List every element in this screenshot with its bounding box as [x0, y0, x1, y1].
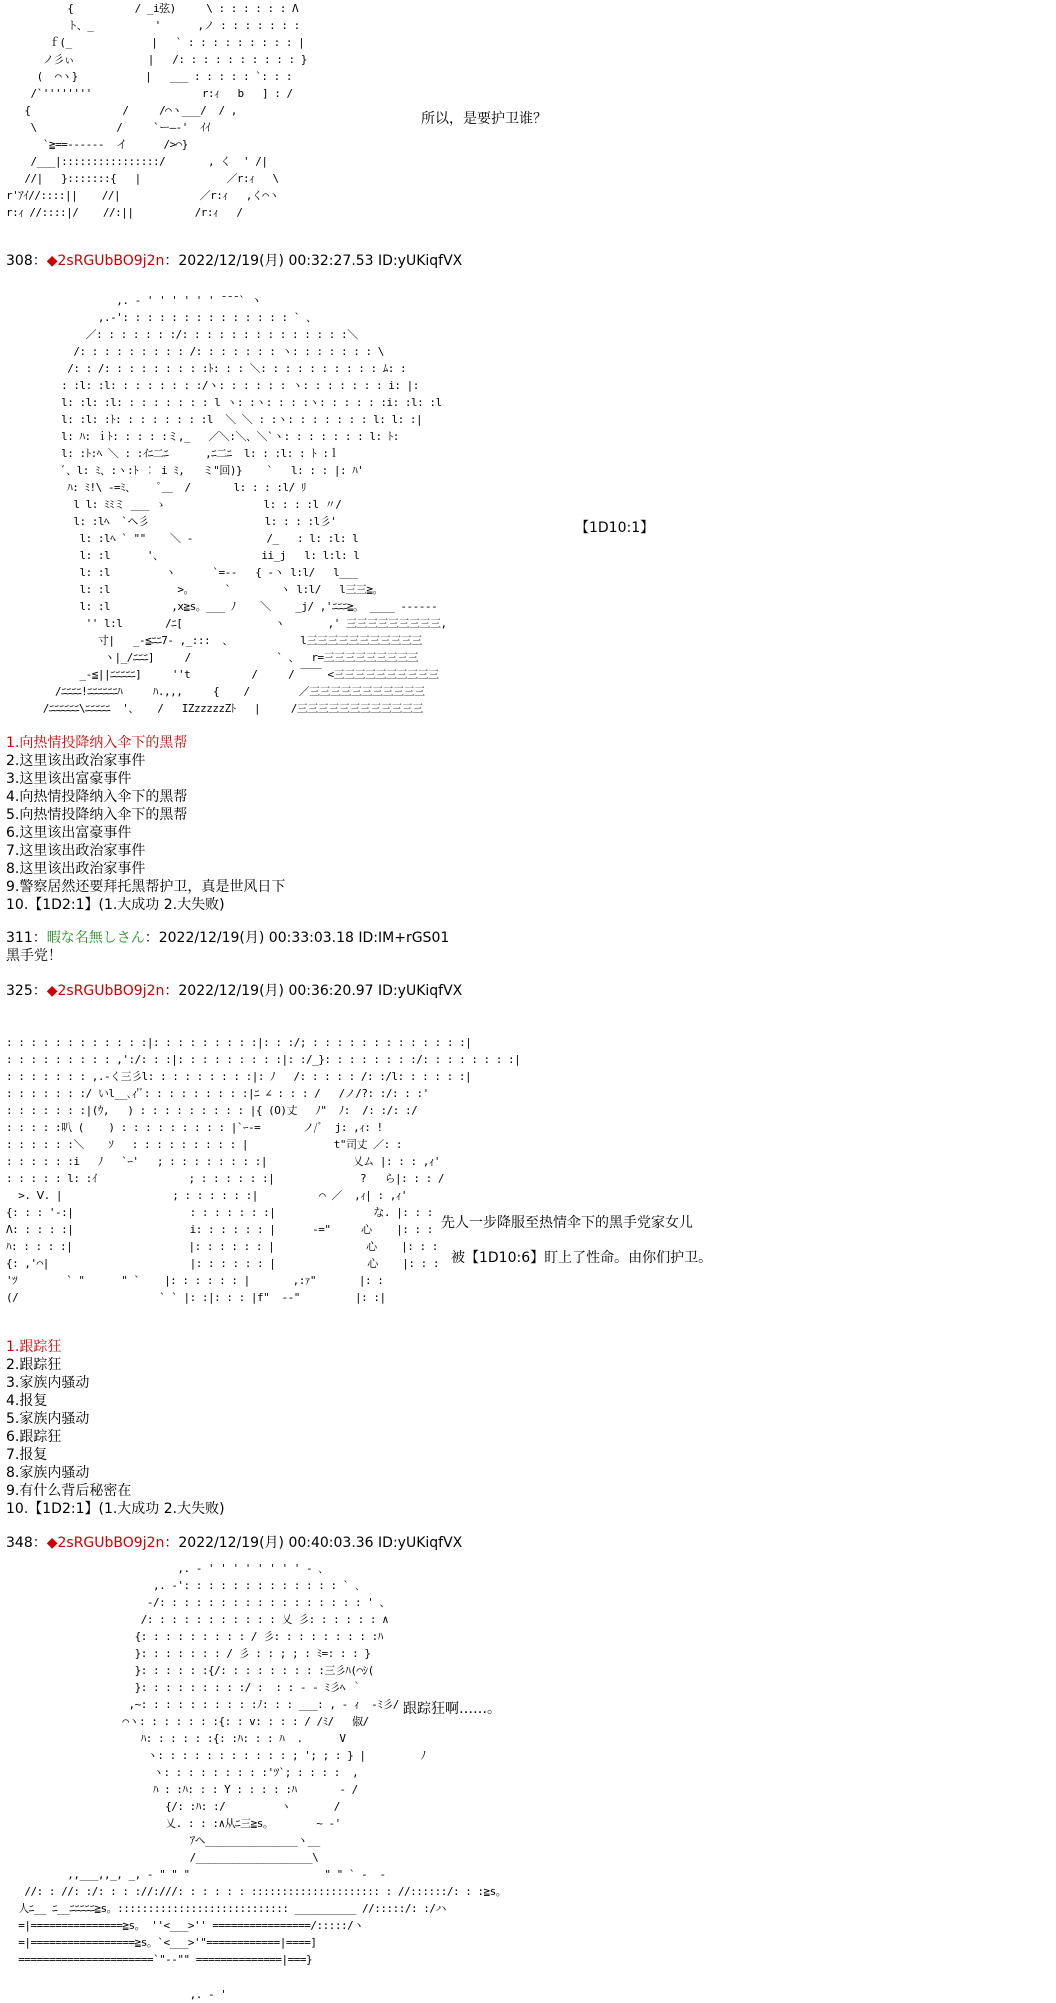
narration-text: 跟踪狂啊……。: [403, 1701, 501, 1717]
option-item-selected: 1.向热情投降纳入伞下的黑帮: [6, 735, 188, 751]
post-header: [6, 1534, 462, 1552]
post-header: [6, 252, 462, 270]
ascii-art-figure-1: { / _i弦) \ : : : : : : Λ ト、_ ' ,ノ : : : : : : : ｆ(_ | ` : : : : : : : : : | ノ彡ぃ | /: : : : : : : : : : } ( ⌒ヽ} | ___ : : : : : `: : : /`'''''''' r:ｨ b ] : / { / /⌒ヽ___/ / , \ / `ー―‐' ｲｲ `≧==------ イ />⌒} /___|::::::::::::::::/ , く ' /| //| }:::::::{ | ／r:ｨ \ r'ｱｲ//::::|| //| ／r:ｨ ,く⌒ヽ r:ｨ //::::|/ //:|| /r:ｨ /: [6, 2, 307, 219]
ascii-art-figure-4: ,. - ' ' ' ' ' ' ' ' ‐ ､ ,. -': : : : : : : : : : : : : ` ､ -/: : : : : : : : : : : : : : : : : ' 、 /: : : : : : : : : : : 乂 彡: : : : : : ∧ {: : : : : : : : : / 彡: : : : : : : : :ﾊ }: : : : : : : / 彡 : : ; ; : ﾐ=: : : } }: : : : : :{/: : : : : : : : :三彡ﾊ(⌒ｼ( }: : : : : : : : :/ : : : ‐ ‐ ﾐ彡ﾍ ｀ ,~: : : : : : : : : :ﾉ: : : ___: , - ｨ -ﾐ彡/ ⌒ヽ: : : : : : :{: : v: : : : / /ﾐ/ 俶/ ﾊ: : : : : :{: :ﾊ: : : ﾊ . V ヽ: : : : : : : : : : : ; '; ; : } | ﾉ ヽ: : : : : : : : :'ﾂ`; : : : : , ﾊ : :ﾊ: : : Y : : : : :ﾊ - / {/: :ﾊ: :/ ヽ / 乂. : : :∧从ﾆ三≧s。 ~ ‐' ｱヘ_______________ヽ__ /___________________\ ,,___,,_, _, - " " " " " ` - - //: : //: :/: : : ://:///: : : : : : ::::::::::::::::::::: : //::::::/: : :≧s。 人ﾆ__ ﾆ__ﾆﾆﾆﾆﾆ≧s。:::::::::::::::::::::::::::: __________ //:::::/: :/ハ =|===============≧s。 ''<___>'' ================/:::::/ヽ =|=================≧s。`<___>'"============|====] ======================`"--"" ==============|===}: [18, 1562, 507, 1966]
poster-name[interactable]: 暇な名無しさん: [46, 930, 145, 946]
option-item: 2.这里该出政治家事件: [6, 753, 146, 769]
poster-trip[interactable]: ◆2sRGUbBO9j2n: [46, 1535, 165, 1551]
ascii-art-figure-3: : : : : : : : : : : : :|: : : : : : : : :|: : :/; : : : : : : : : : : : : :| : : : : : : : : : ,':/: : :|: : : : : : : : :|: :/_}: : : : : : : :/: : : : : : : :| : : : : : : : ,.-く三彡l: : : : : : : : :|: ﾉ /: : : : : /: :/l: : : : : :| : : : : : : :/ いl__､ｨ'ﾞ: : : : : : : : :|ﾆ ∠ : : : / /ノ/?: :/: : :' : : : : : : :|(ｳ, ) : : : : : : : : : |{ (O)丈 ﾉ" ﾉ: /: :/: :/ : : : : :叭 ( ) : : : : : : : : : |`ｰ‐= ノ/ﾞ j: ,ｨ: ! : : : : : :＼ ｿ : : : : : : : : : | t"司丈 ／: : : : : : : :i ﾉ `ｰ' ; : : : : : : : :| 乂ム |: : : ,ｨ' : : : : : l: :ｲ ; : : : : : :| ? ら|: : : / >. Ⅴ. | ; : : : : : :| ⌒ ／ ,ｨ| : ,ｨ' {: : : '‐:| : : : : : : :| な. |: : : Λ: : : : :| i: : : : : : | -=" 心 |: : : ﾊ: : : : :| |: : : : : : | 心 |: : : {: ,'⌒| |: : : : : : | 心 |: : : 'ﾂ ` " " ` |: : : : : : | ,:ｧ" |: : (/ ` ` |: :|: : : |f" --" |: :|: [6, 1036, 521, 1304]
post-number: 308：: [6, 253, 47, 269]
post-number: 311：: [6, 930, 47, 946]
poster-trip[interactable]: ◆2sRGUbBO9j2n: [46, 253, 165, 269]
option-item: 5.向热情投降纳入伞下的黑帮: [6, 807, 188, 823]
option-list: [6, 1338, 225, 1518]
option-item: 8.家族内骚动: [6, 1465, 90, 1481]
dice-roll-result: 【1D10:1】: [575, 520, 655, 536]
post-number: 325：: [6, 983, 47, 999]
option-item: 4.向热情投降纳入伞下的黑帮: [6, 789, 188, 805]
post-meta: ：2022/12/19(月) 00:36:20.97 ID:yUKiqfVX: [164, 983, 463, 999]
poster-trip[interactable]: ◆2sRGUbBO9j2n: [46, 983, 165, 999]
option-item: 3.家族内骚动: [6, 1375, 90, 1391]
post-meta: ：2022/12/19(月) 00:32:27.53 ID:yUKiqfVX: [164, 253, 463, 269]
option-item: 6.跟踪狂: [6, 1429, 62, 1445]
option-item: 4.报复: [6, 1393, 48, 1409]
option-item: 7.这里该出政治家事件: [6, 843, 146, 859]
option-item: 10.【1D2:1】(1.大成功 2.大失败): [6, 1501, 225, 1517]
post-meta: ：2022/12/19(月) 00:40:03.36 ID:yUKiqfVX: [164, 1535, 463, 1551]
post-meta: ：2022/12/19(月) 00:33:03.18 ID:IM+rGS01: [144, 930, 450, 946]
narration-text: 先人一步降服至热情伞下的黑手党家女儿: [441, 1215, 693, 1231]
option-item: 10.【1D2:1】(1.大成功 2.大失败): [6, 897, 225, 913]
option-item: 9.有什么背后秘密在: [6, 1483, 132, 1499]
option-item-selected: 1.跟踪狂: [6, 1339, 62, 1355]
ascii-art-figure-5: ,. ‐ ': [6, 1988, 227, 2001]
narration-text: 所以，是要护卫谁？: [421, 111, 547, 127]
option-list: [6, 734, 285, 914]
option-item: 3.这里该出富豪事件: [6, 771, 132, 787]
post-number: 348：: [6, 1535, 47, 1551]
narration-text: 被【1D10:6】盯上了性命。由你们护卫。: [451, 1250, 713, 1266]
post-header: [6, 929, 449, 947]
option-item: 5.家族内骚动: [6, 1411, 90, 1427]
option-item: 8.这里该出政治家事件: [6, 861, 146, 877]
option-item: 6.这里该出富豪事件: [6, 825, 132, 841]
ascii-art-figure-2: ,. - ' ' ' ' ' ' ̄ ̄ ̄ ` ヽ ,.-': : : : : : : : : : : : : : ` 、 ／: : : : : : :/: : : : : : : : : : : : : :＼ /: : : : : : : : : /: : : : : : : ヽ: : : : : : : \ /: : /: : : : : : : : :ﾄ: : : ＼: : : : : : : : : : ﾑ: : : :l: :l: : : : : : : :/ヽ: : : : : : ヽ: : : : : : : i: |: l: :l: :l: : : : : : : : l ヽ: :ヽ: : : :ヽ: : : : : :i: :l: :l l: :l: :ﾄ: : : : : : : :l ＼ ＼ : :ヽ: : : : : : : l: l: :| l: ﾊ: ｉﾄ: : : : :ミ,_ ／＼:＼、＼`ヽ: : : : : : : l: ﾄ: l: :ﾄ:ﾍ ＼ : :ｲﾆ二ﾆ ,ﾆ二ﾆ l: : :l: : ﾄ :ｌ ﾞ、l: ﾐ、:ヽ:ﾄ ︰ i ﾐ, ミ"回)} ` l: : : |: ﾊ' ﾊ: ﾐ!\ ‐=ﾐ、 ﾟ＿ / l: : : :l/ ﾘ l l: ﾐﾐミ ___ ゝ l: : : :l 〃/ l: :lﾍ `ヘ彡 l: : : :l彡' l: :lﾍ ` "" ＼ - /_ : l: :l: l l: :l '、 ii_j l: l:l: l l: :l ヽ `=-- { ‐ヽ l:l/ l___ l: :l >。 ` ヽ l:l/ l三三≧。 l: :l ,x≧s。___ ﾉ ＼ _j/ ,'ﾆﾆﾆ≧。 ____ ------ '' l:l /ﾆ[ ヽ ,' 三三三三三三三三三, 寸| _-≦ﾆﾆ7- ,_::: 、 l三三三三三三三三三三三 ヽ|_/ﾆﾆﾆ] / ` 、 r=三三三三三三三三三 _-≦||ﾆﾆﾆﾆﾆ] ''t / / ￣￣ <三三三三三三三三三三 /ﾆﾆﾆﾆ!ﾆﾆﾆﾆﾆﾆﾊ ﾊ.,,, { / ／三三三三三三三三三三三 /ﾆﾆﾆﾆﾆﾆ\ﾆﾆﾆﾆﾆ '、 / IZzzzzzZﾄ | /三三三三三三三三三三三三: [42, 294, 447, 715]
post-header: [6, 982, 462, 1000]
option-item: 7.报复: [6, 1447, 48, 1463]
option-item: 9.警察居然还要拜托黑帮护卫，真是世风日下: [6, 879, 286, 895]
option-item: 2.跟踪狂: [6, 1357, 62, 1373]
post-body: 黑手党！: [6, 948, 62, 964]
